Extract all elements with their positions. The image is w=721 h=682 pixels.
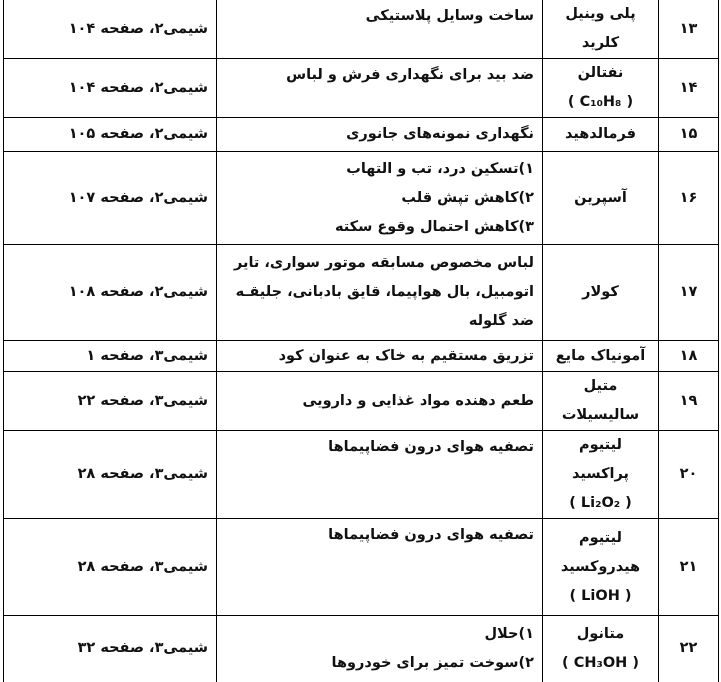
reference: شیمی۲، صفحه ۱۰۸ — [4, 245, 217, 341]
row-number: ۱۳ — [659, 0, 719, 59]
compound-uses: ضد بید برای نگهداری فرش و لباس — [217, 59, 543, 118]
compound-uses: نگهداری نمونه‌های جانوری — [217, 118, 543, 152]
compound-name: متیل سالیسیلات — [543, 372, 659, 431]
compound-name: فرمالدهید — [543, 118, 659, 152]
table-row — [4, 341, 719, 372]
row-number: ۱۶ — [659, 152, 719, 245]
row-number: ۲۲ — [659, 616, 719, 682]
table-row — [4, 118, 719, 152]
row-number: ۱۴ — [659, 59, 719, 118]
table-row — [4, 431, 719, 519]
compound-uses: ساخت وسایل پلاستیکی — [217, 0, 543, 59]
table-row — [4, 152, 719, 245]
compound-name: لیتیوم هیدروکسید ( LiOH ) — [543, 519, 659, 616]
reference: شیمی۳، صفحه ۱ — [4, 341, 217, 372]
chemical-formula: ( CH₃OH ) — [562, 654, 639, 671]
compound-uses: ۱)تسکین درد، تب و التهاب ۲)کاهش تپش قلب ۳)کاهش احتمال وقوع سکته — [217, 152, 543, 245]
reference: شیمی۳، صفحه ۲۲ — [4, 372, 217, 431]
compound-name: پلی وینیل کلرید — [543, 0, 659, 59]
row-number: ۲۰ — [659, 431, 719, 519]
compound-name: نفتالن ( C₁₀H₈ ) — [543, 59, 659, 118]
row-number: ۱۵ — [659, 118, 719, 152]
chemicals-table — [3, 0, 719, 682]
row-number: ۲۱ — [659, 519, 719, 616]
reference: شیمی۳، صفحه ۲۸ — [4, 519, 217, 616]
compound-uses: تصفیه هوای درون فضاپیماها — [217, 519, 543, 616]
reference: شیمی۲، صفحه ۱۰۴ — [4, 0, 217, 59]
row-number: ۱۹ — [659, 372, 719, 431]
table-row — [4, 0, 719, 59]
row-number: ۱۸ — [659, 341, 719, 372]
table-row — [4, 519, 719, 616]
compound-name: کولار — [543, 245, 659, 341]
table-row — [4, 372, 719, 431]
chemical-formula: ( C₁₀H₈ ) — [567, 94, 634, 110]
compound-uses: تصفیه هوای درون فضاپیماها — [217, 431, 543, 519]
compound-uses: تزریق مستقیم به خاک به عنوان کود — [217, 341, 543, 372]
table-row — [4, 616, 719, 682]
compound-name: لیتیوم پراکسید ( Li₂O₂ ) — [543, 431, 659, 519]
compound-name: آسپرین — [543, 152, 659, 245]
reference: شیمی۲، صفحه ۱۰۴ — [4, 59, 217, 118]
chemical-formula: ( LiOH ) — [569, 587, 632, 604]
table-row — [4, 59, 719, 118]
compound-name: متانول ( CH₃OH ) — [543, 616, 659, 682]
table-row — [4, 245, 719, 341]
reference: شیمی۳، صفحه ۲۸ — [4, 431, 217, 519]
compound-uses: لباس مخصوص مسابقه موتور سواری، تایر اتومبیل، بال هواپیما، قایق بادبانی، جلیقـه ضد گلوله — [217, 245, 543, 341]
chemical-formula: ( Li₂O₂ ) — [569, 495, 632, 511]
reference: شیمی۲، صفحه ۱۰۵ — [4, 118, 217, 152]
reference: شیمی۳، صفحه ۳۲ — [4, 616, 217, 682]
row-number: ۱۷ — [659, 245, 719, 341]
compound-name: آمونیاک مایع — [543, 341, 659, 372]
compound-uses: ۱)حلال ۲)سوخت تمیز برای خودروها — [217, 616, 543, 682]
compound-uses: طعم دهنده مواد غذایی و دارویی — [217, 372, 543, 431]
reference: شیمی۲، صفحه ۱۰۷ — [4, 152, 217, 245]
